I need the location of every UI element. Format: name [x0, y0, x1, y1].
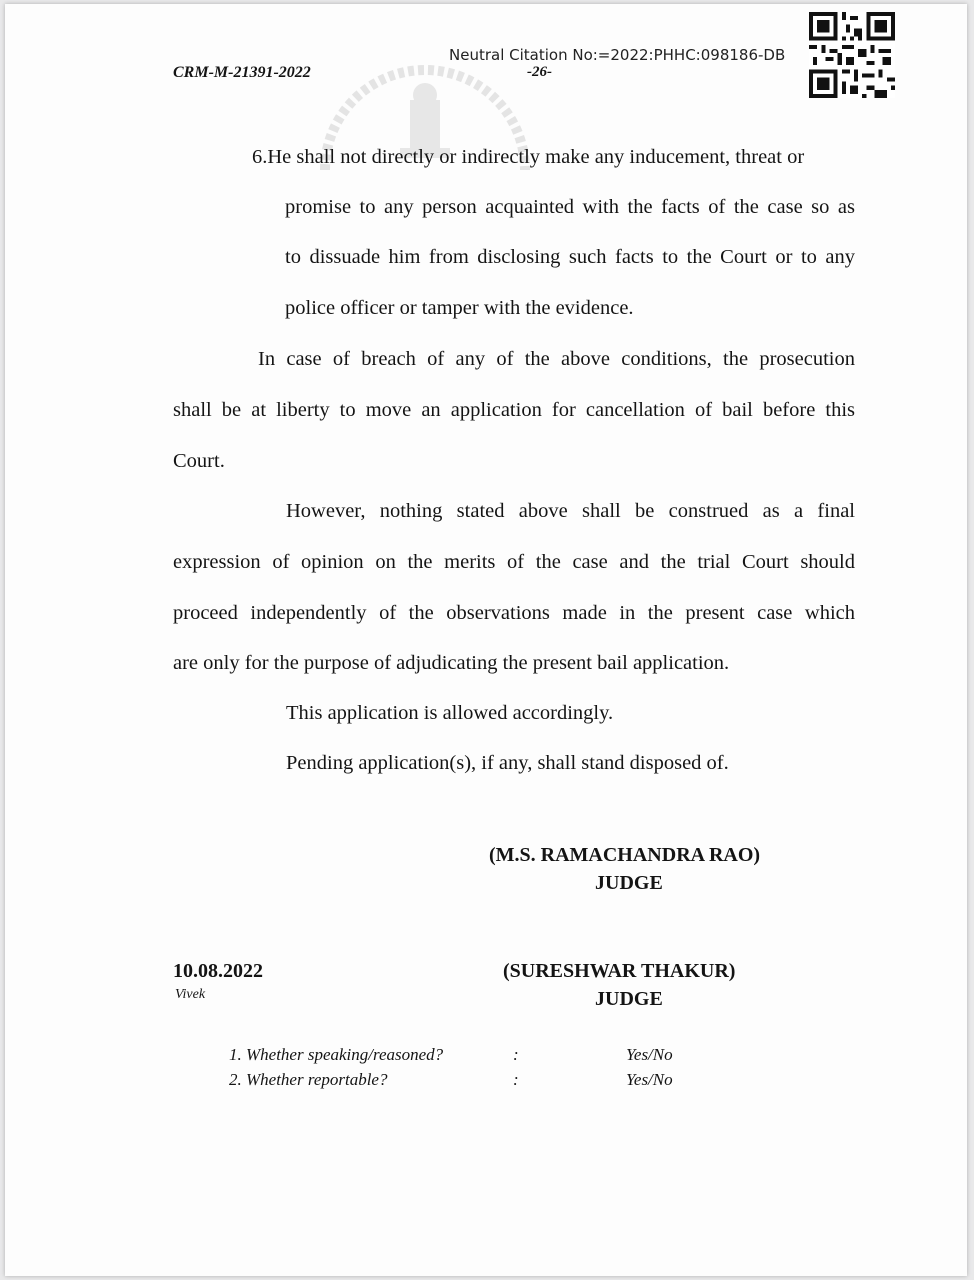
qr-code-icon: [809, 12, 895, 98]
opinion-paragraph-line: However, nothing stated above shall be construed as a final: [286, 500, 855, 522]
judge-2-name: (SURESHWAR THAKUR): [503, 960, 736, 982]
page-number: -26-: [527, 64, 552, 80]
opinion-paragraph-line: proceed independently of the observations made in the present case which: [173, 602, 855, 624]
condition-6-line: to dissuade him from disclosing such facts to the Court or to any: [285, 246, 855, 268]
order-date: 10.08.2022: [173, 960, 263, 982]
condition-6-line: promise to any person acquainted with the facts of the case so as: [285, 196, 855, 218]
pending-statement: Pending application(s), if any, shall stand disposed of.: [286, 752, 729, 774]
court-emblem-watermark: [305, 60, 545, 200]
judge-1-title: JUDGE: [595, 872, 663, 894]
neutral-citation: Neutral Citation No:=2022:PHHC:098186-DB: [449, 46, 786, 64]
condition-6-line: police officer or tamper with the evidence.: [285, 297, 634, 319]
judge-2-title: JUDGE: [595, 988, 663, 1010]
allowed-statement: This application is allowed accordingly.: [286, 702, 614, 724]
steno-initials: Vivek: [175, 987, 206, 1002]
question-reportable-label: 2. Whether reportable?: [229, 1070, 388, 1089]
question-speaking-answer: Yes/No: [626, 1045, 673, 1064]
question-speaking-colon: :: [513, 1045, 519, 1064]
case-number: CRM-M-21391-2022: [173, 64, 311, 81]
question-reportable-answer: Yes/No: [626, 1070, 673, 1089]
breach-paragraph-line: In case of breach of any of the above conditions, the prosecution: [258, 348, 855, 370]
opinion-paragraph-line: expression of opinion on the merits of the case and the trial Court should: [173, 551, 855, 573]
condition-6-line: 6.He shall not directly or indirectly make any inducement, threat or: [252, 146, 805, 168]
document-page: [5, 4, 967, 1276]
breach-paragraph-line: shall be at liberty to move an application for cancellation of bail before this: [173, 399, 855, 421]
question-reportable-colon: :: [513, 1070, 519, 1089]
question-speaking-label: 1. Whether speaking/reasoned?: [229, 1045, 444, 1064]
breach-paragraph-line: Court.: [173, 450, 225, 472]
judge-1-name: (M.S. RAMACHANDRA RAO): [489, 844, 761, 866]
opinion-paragraph-line: are only for the purpose of adjudicating the present bail application.: [173, 652, 730, 674]
